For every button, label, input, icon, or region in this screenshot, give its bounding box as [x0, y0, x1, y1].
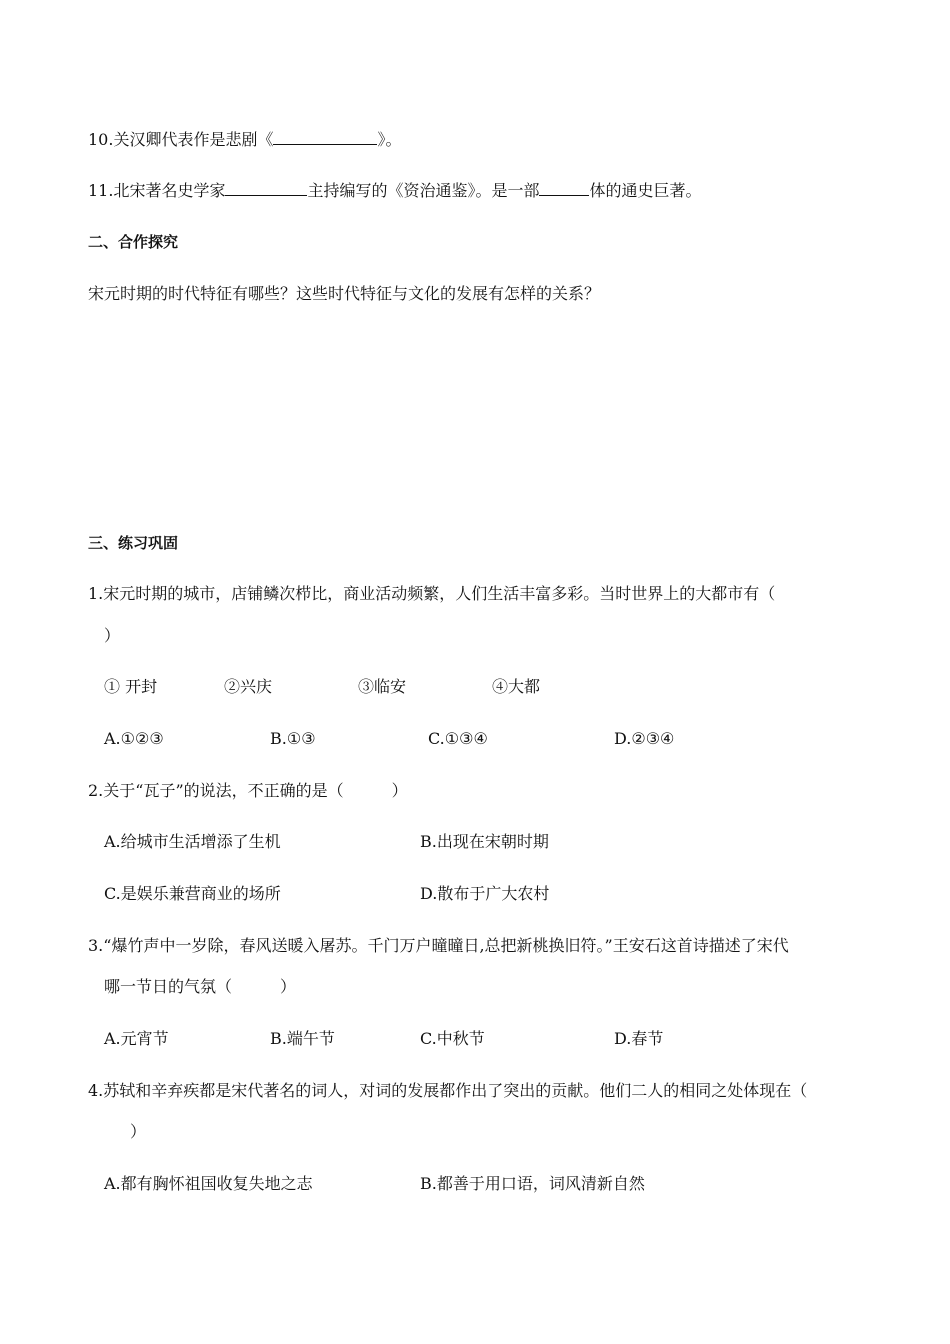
question-4-stem: 4.苏轼和辛弃疾都是宋代著名的词人，对词的发展都作出了突出的贡献。他们二人的相同之处体现在（ [88, 1081, 808, 1100]
question-1-option-d[interactable]: D.②③④ [614, 729, 675, 748]
question-2-stem: 2.关于“瓦子”的说法，不正确的是（ ） [88, 781, 408, 800]
question-11-prefix: 11.北宋著名史学家 [88, 181, 226, 200]
question-4-stem-cont: ） [130, 1122, 147, 1141]
question-1-option-c[interactable]: C.①③④ [428, 729, 488, 748]
question-11 [88, 179, 701, 201]
answer-blank[interactable] [539, 179, 589, 196]
question-1-stem: 1.宋元时期的城市，店铺鳞次栉比，商业活动频繁，人们生活丰富多彩。当时世界上的大都市有（ [88, 584, 776, 603]
question-1-option-a[interactable]: A.①②③ [104, 729, 164, 748]
section-three-heading: 三、练习巩固 [88, 534, 179, 552]
question-10-prefix: 10.关汉卿代表作是悲剧《 [88, 130, 274, 149]
question-1-item: ① 开封 [104, 677, 158, 696]
question-3-option-b[interactable]: B.端午节 [270, 1029, 335, 1048]
question-1-item: ④大都 [492, 677, 541, 696]
question-3-option-a[interactable]: A.元宵节 [104, 1029, 169, 1048]
question-3-stem-cont: 哪一节日的气氛（ ） [104, 977, 297, 996]
question-4-option-a[interactable]: A.都有胸怀祖国收复失地之志 [104, 1174, 313, 1193]
question-2-option-d[interactable]: D.散布于广大农村 [420, 884, 550, 903]
question-2-option-b[interactable]: B.出现在宋朝时期 [420, 832, 549, 851]
section-two-question: 宋元时期的时代特征有哪些？这些时代特征与文化的发展有怎样的关系？ [88, 284, 601, 303]
question-10-suffix: 》。 [377, 130, 402, 149]
question-2-option-a[interactable]: A.给城市生活增添了生机 [104, 832, 281, 851]
section-two-heading: 二、合作探究 [88, 233, 179, 251]
question-10 [88, 128, 401, 150]
question-1-item: ③临安 [358, 677, 407, 696]
question-3-option-c[interactable]: C.中秋节 [420, 1029, 485, 1048]
question-1-option-b[interactable]: B.①③ [270, 729, 316, 748]
question-2-option-c[interactable]: C.是娱乐兼营商业的场所 [104, 884, 281, 903]
question-4-option-b[interactable]: B.都善于用口语，词风清新自然 [420, 1174, 645, 1193]
question-11-middle: 主持编写的《资治通鉴》。是一部 [307, 181, 540, 200]
question-3-option-d[interactable]: D.春节 [614, 1029, 664, 1048]
answer-blank[interactable] [225, 179, 307, 196]
answer-blank[interactable] [273, 128, 377, 145]
question-1-stem-cont: ） [104, 626, 121, 645]
question-1-item: ②兴庆 [224, 677, 273, 696]
question-3-stem: 3.“爆竹声中一岁除，春风送暖入屠苏。千门万户曈曈日,总把新桃换旧符。”王安石这首诗描述了宋代 [88, 936, 789, 955]
question-11-suffix: 体的通史巨著。 [589, 181, 702, 200]
